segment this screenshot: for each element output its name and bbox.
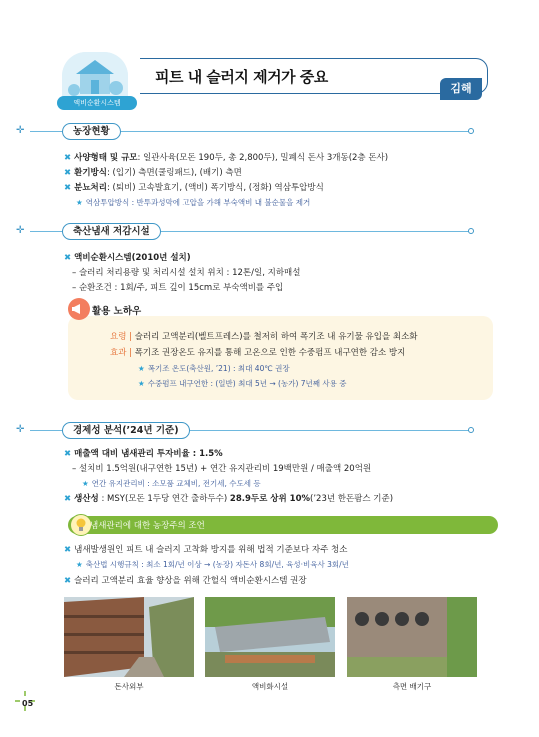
bullet-x-icon: ✖ (64, 183, 72, 193)
photo-caption: 측면 배기구 (392, 682, 432, 691)
section-heading-farm-status: 농장현황 (62, 123, 121, 140)
economics-ratio: ✖ 매출액 대비 냄새관리 투자비율 : 1.5% (64, 449, 223, 459)
bullet-x-icon: ✖ (64, 576, 72, 586)
economics-cost: – 설치비 1.5억원(내구연한 15년) + 연간 유지관리비 19백만원 / 매출액 20억원 (72, 464, 372, 474)
facility-cycle: – 순환조건 : 1회/주, 피트 깊이 15cm로 부숙액비를 주입 (72, 283, 284, 293)
tip-note-pump: ★ 수중펌프 내구연한 : (일반) 최대 5년 → (농가) 7년째 사용 중 (138, 379, 347, 388)
tip-title: 활용 노하우 (92, 306, 142, 317)
star-bullet-icon: ★ (82, 479, 89, 488)
region-tag: 김해 (440, 78, 482, 100)
page-number: 05 (22, 699, 34, 708)
barn-illustration (62, 52, 128, 100)
divider-end-dot (468, 427, 474, 433)
advice-note: ★ 축산법 시행규칙 : 최소 1회/년 이상 → (농장) 자돈사 8회/년, 육성·비육사 3회/년 (76, 560, 349, 569)
sparkle-icon: ✛ (16, 125, 25, 136)
section-heading-economics: 경제성 분석(’24년 기준) (62, 422, 190, 439)
bullet-x-icon: ✖ (64, 253, 72, 263)
photo-caption: 액비화시설 (251, 682, 289, 691)
advice-line-2: ✖ 슬러리 고액분리 효율 향상을 위해 간헐식 액비순환시스템 권장 (64, 576, 307, 586)
divider-end-dot (468, 128, 474, 134)
system-label: 액비순환시스템 (57, 96, 137, 110)
star-bullet-icon: ★ (138, 379, 145, 388)
section-heading-odor-facility: 축산냄새 저감시설 (62, 223, 161, 240)
economics-note: ★ 연간 유지관리비 : 소모품 교체비, 전기세, 수도세 등 (82, 479, 261, 488)
bullet-x-icon: ✖ (64, 494, 72, 504)
bullet-x-icon: ✖ (64, 449, 72, 459)
facility-item: ✖ 액비순환시스템(2010년 설치) (64, 253, 191, 263)
economics-productivity: ✖ 생산성 : MSY(모돈 1두당 연간 출하두수) 28.9두로 상위 10%(’23년 한돈팜스 기준) (64, 494, 394, 504)
tip-method: 요령 | 슬러리 고액분리(벨트프레스)를 철저히 하여 폭기조 내 유기물 유입을 최소화 (110, 332, 418, 342)
facility-capacity: – 슬러리 처리용량 및 처리시설 설치 위치 : 12톤/일, 지하매설 (72, 268, 301, 278)
megaphone-icon (68, 298, 90, 320)
farm-note: ★ 역삼투압방식 : 반투과성막에 고압을 가해 부숙액비 내 불순물을 제거 (76, 198, 311, 207)
photo-liquid-fertilizer-facility (205, 597, 335, 677)
bullet-x-icon: ✖ (64, 168, 72, 178)
star-bullet-icon: ★ (76, 560, 83, 569)
farm-row-ventilation: ✖ 환기방식: (입기) 측면(쿨링패드), (배기) 측면 (64, 168, 242, 178)
farm-row-manure: ✖ 분뇨처리: (퇴비) 고속발효기, (액비) 폭기방식, (정화) 역삼투압방식 (64, 183, 324, 193)
sparkle-icon: ✛ (16, 424, 25, 435)
sparkle-icon: ✛ (16, 225, 25, 236)
bullet-x-icon: ✖ (64, 545, 72, 555)
tip-effect: 효과 | 폭기조 권장온도 유지를 통해 고온으로 인한 수중펌프 내구연한 감소 방지 (110, 348, 406, 358)
lightbulb-icon (70, 514, 92, 536)
advice-line-1: ✖ 냄새발생원인 피트 내 슬러지 고착화 방지를 위해 법적 기준보다 자주 청소 (64, 545, 348, 555)
photo-caption: 돈사외부 (114, 682, 144, 691)
photo-side-exhaust (347, 597, 477, 677)
star-bullet-icon: ★ (76, 198, 83, 207)
farm-row-scale: ✖ 사양형태 및 규모: 일관사육(모돈 190두, 총 2,800두), 밀폐식 돈사 3개동(2층 돈사) (64, 153, 389, 163)
tip-note-temperature: ★ 폭기조 온도(축산원, ’21) : 최대 40℃ 권장 (138, 364, 290, 373)
advice-heading: 냄새관리에 대한 농장주의 조언 (90, 521, 205, 531)
bullet-x-icon: ✖ (64, 153, 72, 163)
star-bullet-icon: ★ (138, 364, 145, 373)
photo-barn-exterior (64, 597, 194, 677)
page-title: 피트 내 슬러지 제거가 중요 (155, 68, 328, 86)
divider-end-dot (468, 228, 474, 234)
